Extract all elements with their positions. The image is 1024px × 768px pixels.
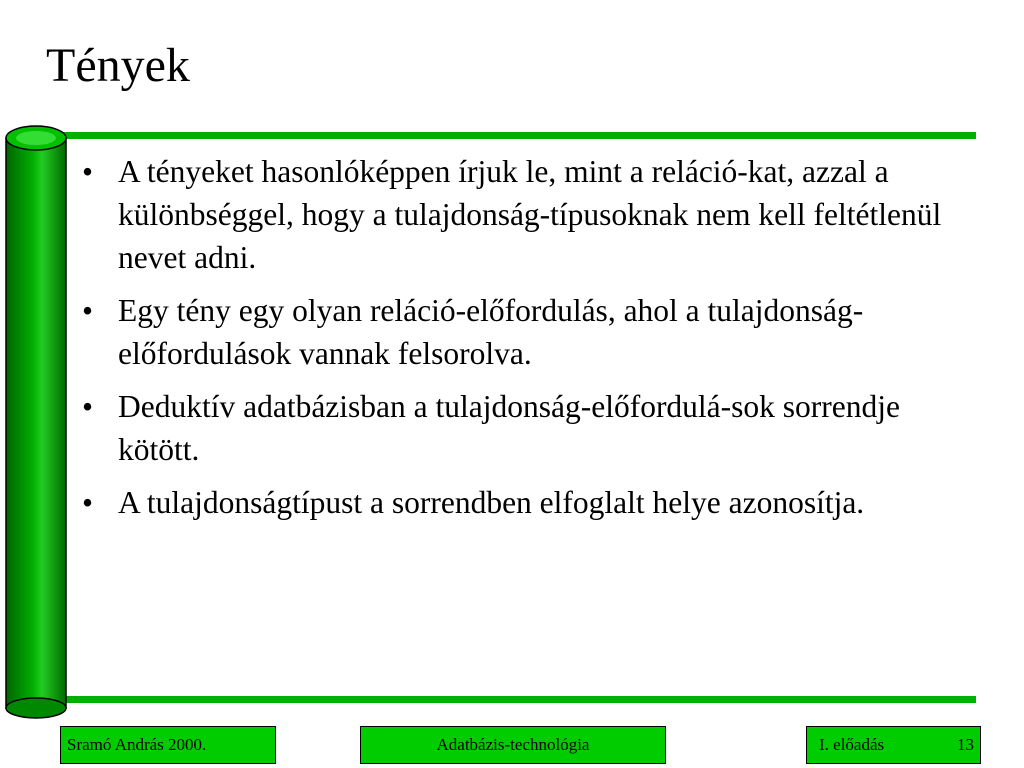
- green-cylinder-decoration: [0, 120, 72, 720]
- bullet-marker: •: [82, 485, 94, 520]
- bullet-text: A tényeket hasonlóképpen írjuk le, mint a reláció-kat, azzal a különbséggel, hogy a tulajdonság-típusoknak nem kell feltétlenül nevet adni.: [118, 154, 942, 275]
- bullet-item: [82, 385, 982, 471]
- bullet-item: [82, 150, 982, 279]
- page-number: 13: [957, 735, 974, 754]
- bullet-item: [82, 289, 982, 375]
- footer-course-text: Adatbázis-technológia: [436, 735, 590, 754]
- top-divider: [60, 132, 976, 139]
- bullet-text: Deduktív adatbázisban a tulajdonság-előfordulá-sok sorrendje kötött.: [118, 389, 900, 467]
- footer-lecture: [806, 726, 981, 764]
- footer-author-text: Sramó András 2000.: [67, 735, 207, 754]
- slide-title: Tények: [46, 39, 190, 92]
- footer-lecture-text: I. előadás: [819, 735, 885, 754]
- footer-author: [60, 726, 276, 764]
- bullet-text: A tulajdonságtípust a sorrendben elfoglalt helye azonosítja.: [118, 485, 865, 520]
- bullet-list: [82, 150, 982, 534]
- bullet-marker: •: [82, 293, 94, 328]
- footer-course: [360, 726, 666, 764]
- bullet-marker: •: [82, 389, 94, 424]
- bullet-marker: •: [82, 154, 94, 189]
- bullet-item: [82, 481, 982, 524]
- bullet-text: Egy tény egy olyan reláció-előfordulás, ahol a tulajdonság-előfordulások vannak felsorolva.: [118, 293, 864, 371]
- bottom-divider: [60, 696, 976, 703]
